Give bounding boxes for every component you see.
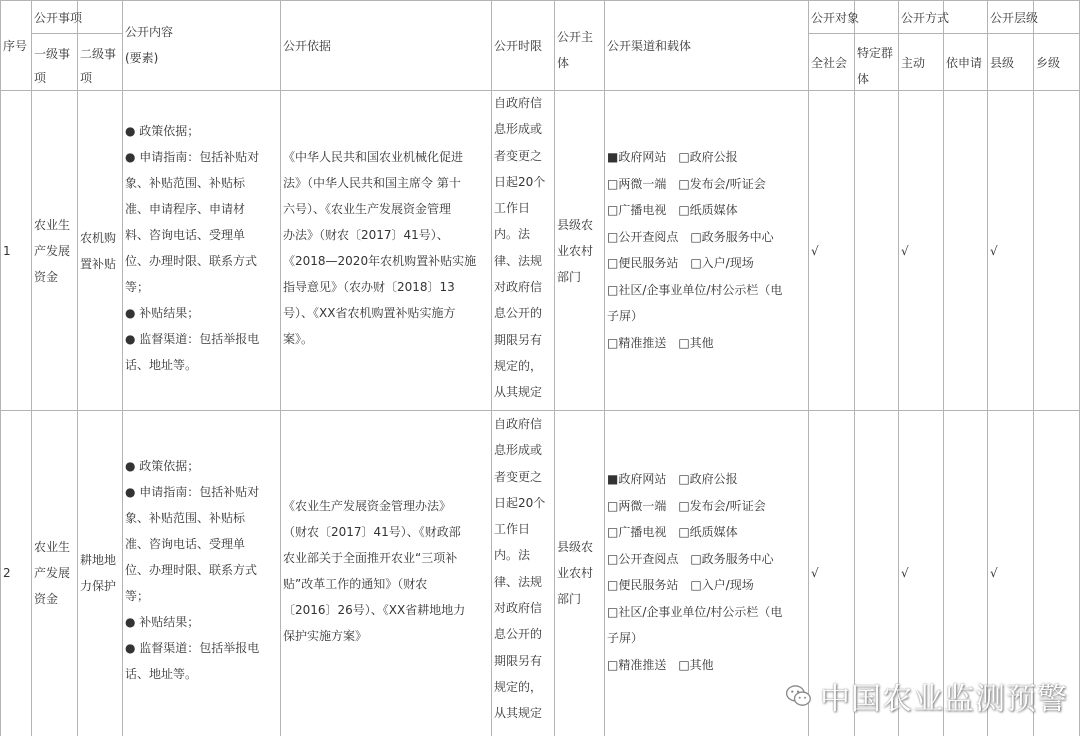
header-content: 公开内容 xyxy=(125,25,174,39)
header-level2: 二级事项 xyxy=(80,47,117,85)
header-seq: 序号 xyxy=(3,39,28,53)
header-target-specific: 特定群体 xyxy=(857,46,894,86)
row-method-active-check: √ xyxy=(901,566,909,580)
header-content-sub: (要素) xyxy=(125,51,159,65)
row-level2: 农机购 置补贴 xyxy=(80,231,117,271)
row-channel: ■政府网站 □政府公报 □两微一端 □发布会/听证会 □广播电视 □纸质媒体 □公开查阅点 □政务服务中心 □便民服务站 □入户/现场 □社区/企事业单位/村公示栏（电 子屏） □精准推送 □其他 xyxy=(607,472,783,672)
row-level1: 农业生 产发展 资金 xyxy=(34,218,71,284)
wechat-icon xyxy=(784,682,812,710)
row-content: ● 政策依据； ● 申请指南：包括补贴对 象、补贴范围、补贴标 准、申请程序、申请材 料、咨询电话、受理单 位、办理时限、联系方式 等； ● 补贴结果； ● 监督渠道：包括举报电 话、地址等。 xyxy=(125,124,260,372)
row-level1: 农业生 产发展 资金 xyxy=(34,540,71,606)
header-level1: 一级事项 xyxy=(34,47,71,85)
row-time: 自政府信 息形成或 者变更之 日起20个 工作日 内。法 律、法规 对政府信 息公开的 期限另有 规定的， 从其规定 xyxy=(494,417,546,721)
header-method-active: 主动 xyxy=(901,56,926,70)
row-tier-county-check: √ xyxy=(990,566,998,580)
row-seq: 2 xyxy=(3,566,11,580)
row-time: 自政府信 息形成或 者变更之 日起20个 工作日 内。法 律、法规 对政府信 息公开的 期限另有 规定的， 从其规定 xyxy=(494,96,546,400)
row-target-all-check: √ xyxy=(811,566,819,580)
row-channel: ■政府网站 □政府公报 □两微一端 □发布会/听证会 □广播电视 □纸质媒体 □公开查阅点 □政务服务中心 □便民服务站 □入户/现场 □社区/企事业单位/村公示栏（电 子屏） □精准推送 □其他 xyxy=(607,150,783,350)
row-basis: 《中华人民共和国农业机械化促进 法》（中华人民共和国主席令 第十 六号）、《农业生产发展资金管理 办法》（财农〔2017〕41号）、 《2018—2020年农机购置补贴实施 指导意见》（农办财〔2018〕13 号）、《XX省农机购置补贴实施方 案》。 xyxy=(283,150,477,346)
row-basis: 《农业生产发展资金管理办法》 （财农〔2017〕41号）、《财政部 农业部关于全面推开农业“三项补 贴”改革工作的通知》（财农 〔2016〕26号）、《XX省耕地地力 保护实施方案》 xyxy=(283,499,466,643)
row-seq: 1 xyxy=(3,244,11,258)
header-item-group: 公开事项 xyxy=(34,11,83,25)
row-content: ● 政策依据； ● 申请指南：包括补贴对 象、补贴范围、补贴标 准、咨询电话、受理单 位、办理时限、联系方式 等； ● 补贴结果； ● 监督渠道：包括举报电 话、地址等。 xyxy=(125,459,260,681)
watermark-text: 中国农业监测预警 xyxy=(820,682,1068,717)
row-method-active-check: √ xyxy=(901,244,909,258)
row-tier-county-check: √ xyxy=(990,244,998,258)
header-method-group: 公开方式 xyxy=(901,11,950,25)
header-tier-county: 县级 xyxy=(990,56,1015,70)
header-target-all: 全社会 xyxy=(811,56,848,70)
header-target-group: 公开对象 xyxy=(811,11,860,25)
watermark xyxy=(784,674,1068,718)
row-target-all-check: √ xyxy=(811,244,819,258)
row-level2: 耕地地 力保护 xyxy=(80,553,117,593)
header-basis: 公开依据 xyxy=(283,39,332,53)
header-time: 公开时限 xyxy=(494,39,543,53)
row-subject: 县级农 业农村 部门 xyxy=(557,218,594,284)
header-method-apply: 依申请 xyxy=(946,56,983,70)
row-subject: 县级农 业农村 部门 xyxy=(557,540,594,606)
header-tier-town: 乡级 xyxy=(1036,56,1061,70)
header-tier-group: 公开层级 xyxy=(990,11,1039,25)
header-channel: 公开渠道和载体 xyxy=(607,39,692,53)
header-subject: 公开主体 xyxy=(557,30,594,70)
